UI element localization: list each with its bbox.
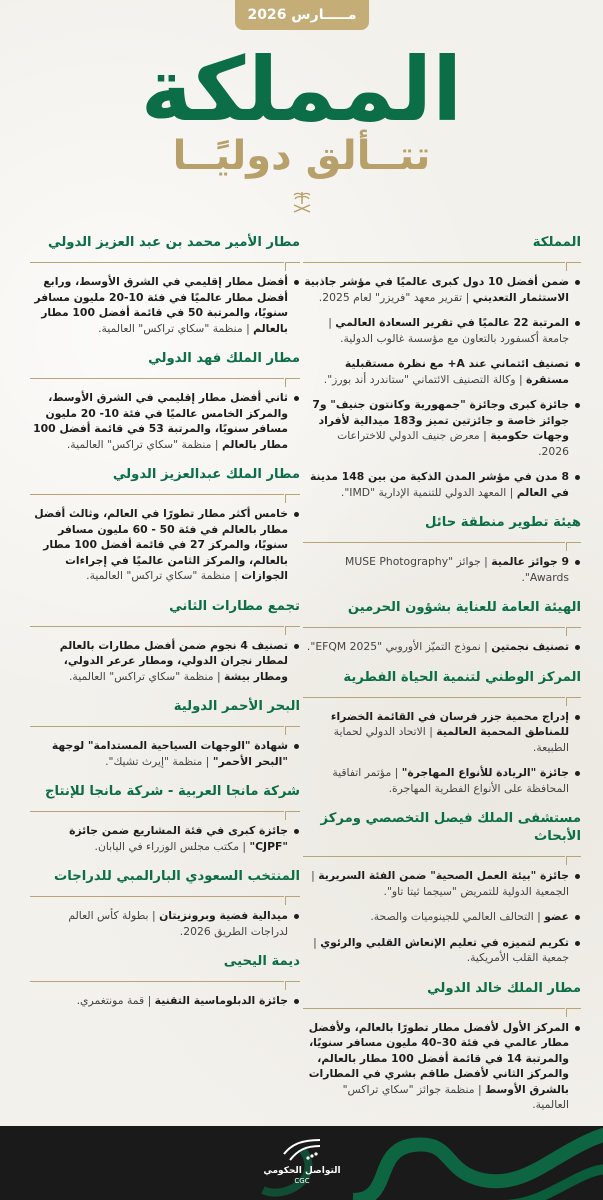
award-section bbox=[30, 698, 300, 769]
award-item bbox=[303, 274, 581, 305]
award-source: | تقرير معهد "فريزر" لعام 2025. bbox=[318, 290, 473, 304]
section-divider bbox=[30, 372, 300, 386]
section-divider bbox=[30, 720, 300, 734]
award-source: | جمعية القلب الأمريكية. bbox=[313, 935, 569, 964]
section-divider bbox=[30, 488, 300, 502]
award-source: | معرض جنيف الدولي للاختراعات 2026. bbox=[337, 429, 569, 458]
poster-title: المملكة bbox=[140, 38, 463, 141]
poster-subtitle: تتــألق دوليًــا bbox=[172, 133, 431, 179]
award-item bbox=[303, 469, 581, 500]
award-section bbox=[30, 466, 300, 584]
award-highlight: ضمن أفضل 10 دول كبرى عالميًا في مؤشر جاذبية الاستثمار التعديني bbox=[304, 275, 569, 304]
section-divider bbox=[303, 1002, 581, 1016]
award-item bbox=[303, 554, 581, 585]
section-divider bbox=[303, 256, 581, 270]
award-highlight: جائزة كبرى في فئة المشاريع ضمن جائزة "CJPF" bbox=[69, 824, 288, 853]
award-source: | الاتحاد الدولي لحماية الطبيعة. bbox=[333, 725, 569, 754]
award-highlight: جائزة الدبلوماسية التقنية bbox=[154, 994, 288, 1007]
award-section bbox=[303, 980, 581, 1113]
cgc-logo bbox=[262, 1130, 342, 1196]
section-divider bbox=[303, 536, 581, 550]
cgc-logo-mark-icon bbox=[282, 1134, 322, 1164]
award-source: | جامعة أكسفورد بالتعاون مع مؤسسة غالوب الدولية. bbox=[328, 316, 569, 345]
award-source: | نموذج التميّز الأوروبي "EFQM 2025". bbox=[306, 640, 492, 653]
award-item bbox=[303, 315, 581, 346]
award-section bbox=[30, 350, 300, 452]
date-badge: مـــــارس 2026 bbox=[235, 0, 369, 30]
award-highlight: 9 جوائز عالمية bbox=[491, 555, 569, 568]
award-item bbox=[30, 993, 300, 1009]
award-highlight: عضو bbox=[544, 910, 569, 923]
section-title: شركة مانجا العربية - شركة مانجا للإنتاج bbox=[45, 784, 300, 799]
award-item bbox=[30, 390, 300, 452]
award-source: | التحالف العالمي للجينوميات والصحة. bbox=[370, 910, 545, 923]
right-column bbox=[303, 234, 581, 1127]
award-section bbox=[303, 810, 581, 966]
award-item bbox=[30, 823, 300, 854]
section-divider bbox=[30, 256, 300, 270]
section-title: مطار الملك فهد الدولي bbox=[148, 351, 300, 366]
award-section bbox=[30, 953, 300, 1009]
logo-text-latin: CGC bbox=[294, 1177, 310, 1185]
award-section bbox=[303, 669, 581, 797]
section-title: المنتخب السعودي البارالمبي للدراجات bbox=[54, 869, 300, 884]
award-item bbox=[303, 935, 581, 966]
section-title: تجمع مطارات الثاني bbox=[169, 598, 300, 614]
award-source: | بطولة كأس العالم لدراجات الطريق 2026. bbox=[68, 909, 288, 938]
award-highlight: خامس أكثر مطار تطورًا في العالم، وثالث أفضل مطار بالعالم في فئة 50 - 60 مليون مسافر سنويًا، والمركز 27 في قائمة أفضل 100 مطار بالعالم، والمركز الثامن عالميًا في إجراءات الجوازات bbox=[34, 507, 288, 582]
award-highlight: جائزة كبرى وجائزة "جمهورية وكانتون جنيف" و7 جوائز خاصة و جائزتين تميز و183 ميدالية لأفراد وجهات حكومية bbox=[312, 398, 569, 442]
section-divider bbox=[303, 691, 581, 705]
award-section bbox=[30, 783, 300, 854]
award-highlight: أفضل مطار إقليمي في الشرق الأوسط، ورابع أفضل مطار عالميًا في فئة 10-20 مليون مسافر سنويًا، والمرتبة 50 في قائمة أفضل 100 مطار بالعالم bbox=[34, 275, 288, 335]
award-section bbox=[303, 599, 581, 655]
award-highlight: ثاني أفضل مطار إقليمي في الشرق الأوسط، والمركز الخامس عالميًا في فئة 10- 20 مليون مسافر سنويًا، والمرتبة 53 في قائمة أفضل 100 مطار بالعالم bbox=[33, 391, 288, 451]
award-highlight: تصنيف ائتماني عند A+ مع نظرة مستقبلية مستقرة bbox=[344, 357, 569, 386]
award-section bbox=[30, 598, 300, 685]
award-highlight: تصنيف نجمتين bbox=[491, 640, 569, 653]
award-source: | منظمة جوائز "سكاي تراكس" العالمية. bbox=[342, 1082, 569, 1111]
award-highlight: 8 مدن في مؤشر المدن الذكية من بين 148 مدينة في العالم bbox=[309, 470, 569, 499]
logo-text-arabic: التواصل الحكومي bbox=[263, 1166, 341, 1176]
award-item bbox=[30, 274, 300, 336]
section-divider bbox=[303, 850, 581, 864]
award-source: | منظمة "سكاي تراكس" العالمية. bbox=[68, 669, 225, 683]
award-section bbox=[30, 234, 300, 336]
award-source: | منظمة "سكاي تراكس" العالمية. bbox=[98, 321, 254, 335]
award-source: | وكالة التصنيف الائتماني "ستاندرد أند بورز". bbox=[323, 372, 527, 386]
award-item bbox=[303, 639, 581, 655]
award-highlight: جائزة "الريادة للأنواع المهاجرة" bbox=[401, 766, 569, 779]
award-source: | منظمة "سكاي تراكس" العالمية. bbox=[86, 569, 242, 582]
award-highlight: المرتبة 22 عالميًا في تقرير السعادة العالمي bbox=[335, 316, 569, 329]
award-highlight: جائزة "بيئة العمل الصحية" ضمن الفئة السريرية bbox=[318, 869, 569, 882]
award-source: | منظمة "إيرث تشيك". bbox=[105, 754, 213, 768]
section-title: هيئة تطوير منطقة حائل bbox=[425, 515, 581, 530]
section-divider bbox=[30, 890, 300, 904]
award-highlight: إدراج محمية جزر فرسان في القائمة الخضراء للمناطق المحمية العالمية bbox=[330, 709, 569, 738]
section-title: المركز الوطني لتنمية الحياة الفطرية bbox=[343, 669, 581, 685]
award-item bbox=[303, 356, 581, 387]
award-item bbox=[303, 765, 581, 796]
award-highlight: ميدالية فضية وبرونزيتان bbox=[159, 909, 288, 922]
award-source: | منظمة "سكاي تراكس" العالمية. bbox=[66, 437, 222, 451]
section-divider bbox=[303, 621, 581, 635]
award-item bbox=[303, 397, 581, 459]
section-title: المملكة bbox=[532, 235, 581, 250]
award-item bbox=[30, 738, 300, 769]
award-item bbox=[303, 868, 581, 899]
section-title: مستشفى الملك فيصل التخصصي ومركز الأبحاث bbox=[320, 811, 581, 844]
award-item bbox=[30, 908, 300, 939]
section-title: البحر الأحمر الدولية bbox=[173, 699, 300, 714]
award-section bbox=[303, 234, 581, 500]
section-title: مطار الملك خالد الدولي bbox=[427, 980, 581, 996]
section-title: مطار الملك عبدالعزيز الدولي bbox=[112, 467, 300, 482]
award-source: | الجمعية الدولية للتمريض "سيجما ثيتا تاو". bbox=[311, 869, 569, 898]
award-source: | مكتب مجلس الوزراء في اليابان. bbox=[94, 839, 250, 853]
award-highlight: المركز الأول لأفضل مطار تطورًا بالعالم، ولأفضل مطار عالمي في فئة 30–40 مليون مسافر سنويًا، والمرتبة 14 في قائمة أفضل 100 مطار بالعالم، والمركز الثاني لأفضل طاقم بشري في المطارات بالشرق الأوسط bbox=[308, 1020, 569, 1096]
section-title: مطار الأمير محمد بن عبد العزيز الدولي bbox=[47, 235, 300, 250]
award-highlight: شهادة "الوجهات السياحية المستدامة" لوجهة "البحر الأحمر" bbox=[51, 739, 288, 768]
award-item bbox=[30, 638, 300, 685]
award-section bbox=[30, 868, 300, 939]
award-item bbox=[303, 1020, 581, 1113]
section-title: ديمة اليحيى bbox=[223, 954, 300, 969]
award-highlight: تكريم لتميزه في تعليم الإنعاش القلبي والرئوي bbox=[320, 935, 569, 949]
award-item bbox=[303, 909, 581, 925]
award-source: | جوائز "MUSE Photography Awards". bbox=[345, 555, 569, 584]
section-title: الهيئة العامة للعناية بشؤون الحرمين bbox=[347, 600, 581, 615]
section-divider bbox=[30, 975, 300, 989]
award-section bbox=[303, 514, 581, 585]
palm-swords-emblem-icon bbox=[291, 190, 313, 214]
award-source: | مؤتمر اتفاقية المحافظة على الأنواع الفطرية المهاجرة. bbox=[332, 766, 569, 795]
award-item bbox=[30, 506, 300, 584]
section-divider bbox=[30, 805, 300, 819]
award-source: | المعهد الدولي للتنمية الإدارية "IMD". bbox=[340, 485, 517, 499]
award-item bbox=[303, 709, 581, 756]
award-highlight: تصنيف 4 نجوم ضمن أفضل مطارات بالعالم لمطار نجران الدولي، ومطار عرعر الدولي، ومطار بيشة bbox=[59, 638, 288, 683]
award-source: | قمة مونتغمري. bbox=[76, 994, 155, 1007]
section-divider bbox=[30, 620, 300, 634]
left-column bbox=[30, 234, 300, 1023]
